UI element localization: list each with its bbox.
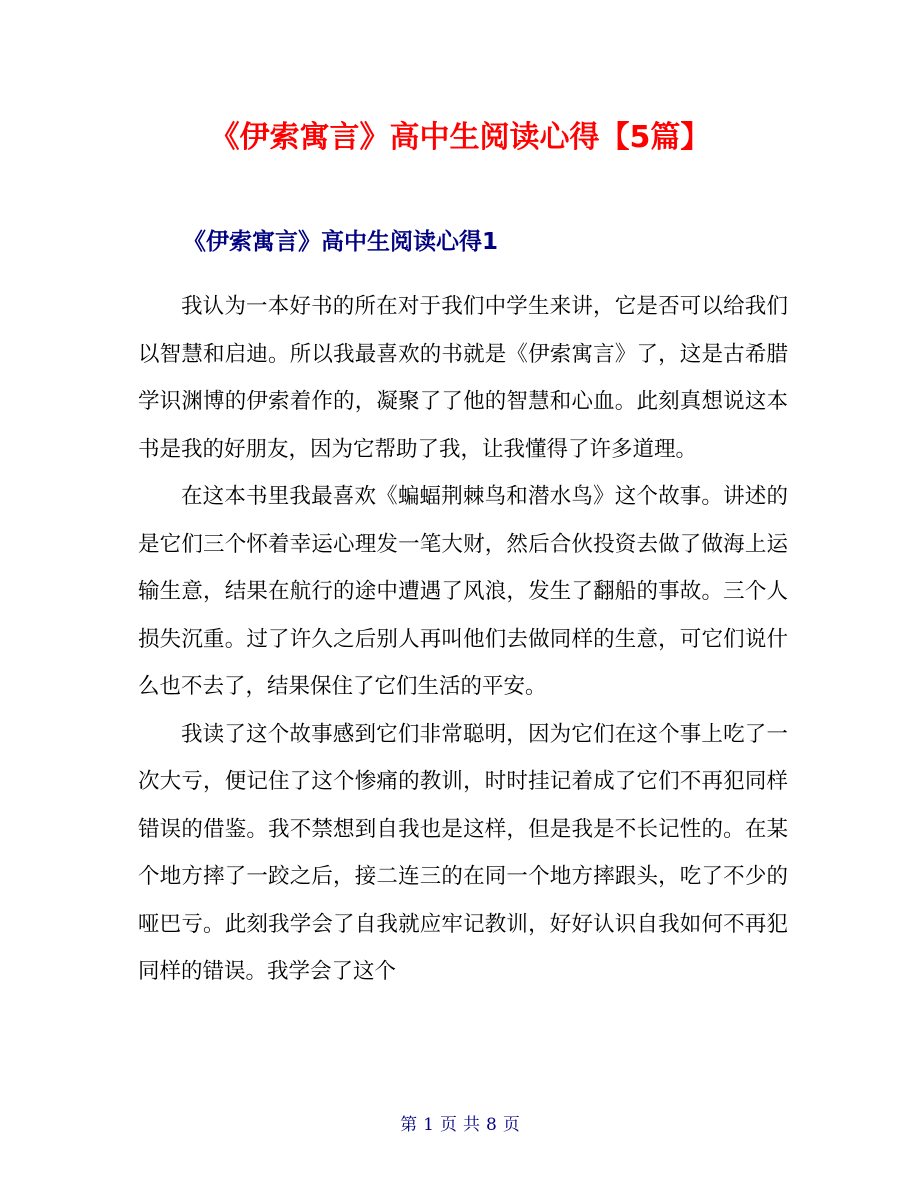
document-title: 《伊索寓言》高中生阅读心得【5篇】 <box>209 120 711 155</box>
page-footer <box>0 1112 920 1138</box>
body-text <box>138 283 788 996</box>
footer-label-page: 第 <box>400 1115 418 1135</box>
paragraph: 在这本书里我最喜欢《蝙蝠荆棘鸟和潜水鸟》这个故事。讲述的是它们三个怀着幸运心理发一笔大财，然后合伙投资去做了做海上运输生意，结果在航行的途中遭遇了风浪，发生了翻船的事故。三个人损失沉重。过了许久之后别人再叫他们去做同样的生意，可它们说什么也不去了，结果保住了它们生活的平安。 <box>138 484 788 699</box>
section-heading: 《伊索寓言》高中生阅读心得1 <box>183 229 499 255</box>
footer-total-pages: 8 <box>486 1115 497 1135</box>
paragraph: 我读了这个故事感到它们非常聪明，因为它们在这个事上吃了一次大亏，便记住了这个惨痛的教训，时时挂记着成了它们不再犯同样错误的借鉴。我不禁想到自我也是这样，但是我是不长记性的。在某个地方摔了一跤之后，接二连三的在同一个地方摔跟头，吃了不少的哑巴亏。此刻我学会了自我就应牢记教训，好好认识自我如何不再犯同样的错误。我学会了这个 <box>138 721 788 984</box>
footer-label-total: 共 <box>463 1115 480 1135</box>
footer-current-page: 1 <box>423 1115 434 1135</box>
footer-label-unit-end: 页 <box>502 1115 520 1135</box>
paragraph: 我认为一本好书的所在对于我们中学生来讲，它是否可以给我们以智慧和启迪。所以我最喜欢的书就是《伊索寓言》了，这是古希腊学识渊博的伊索着作的，凝聚了了他的智慧和心血。此刻真想说这本书是我的好朋友，因为它帮助了我，让我懂得了许多道理。 <box>138 294 788 462</box>
footer-label-unit: 页 <box>440 1115 457 1135</box>
